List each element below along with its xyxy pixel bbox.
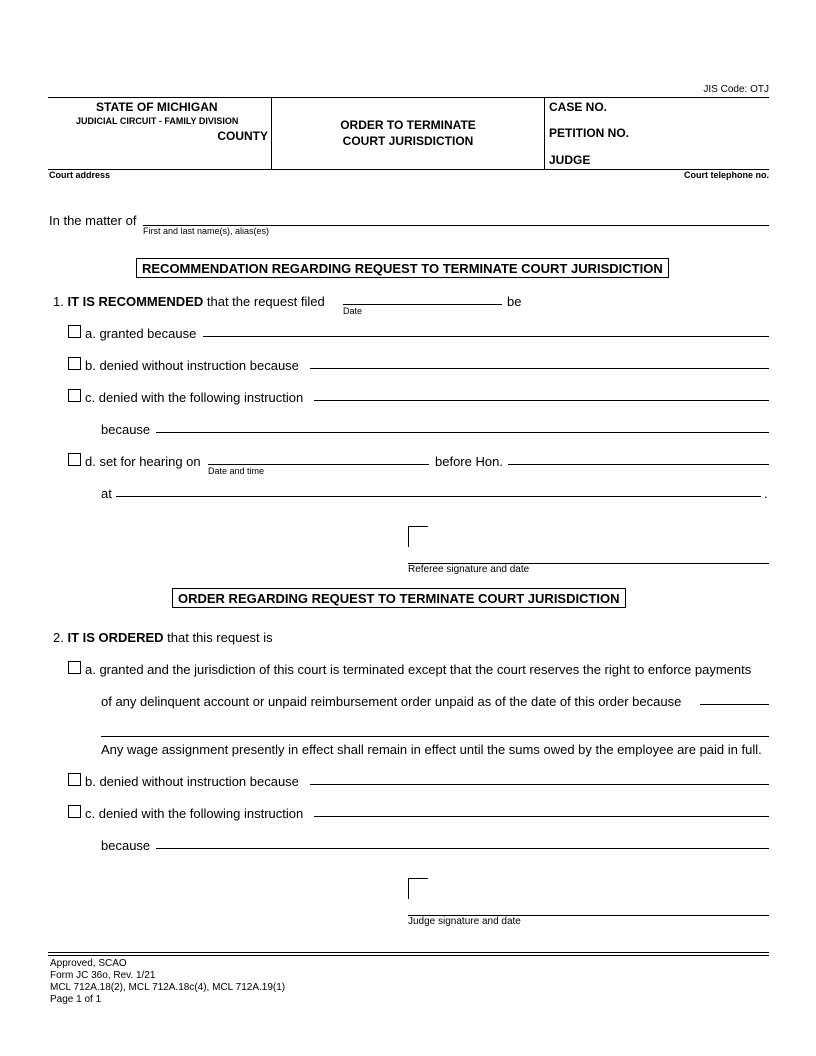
at-label: at: [101, 486, 112, 501]
rec-b-label: b. denied without instruction because: [85, 358, 299, 373]
judge-signature-corner: [408, 878, 428, 899]
footer-mcl-references: MCL 712A.18(2), MCL 712A.18c(4), MCL 712A.19(1): [50, 982, 286, 993]
wage-assignment-text: Any wage assignment presently in effect shall remain in effect until the sums owed by the employee are paid in full.: [101, 742, 762, 757]
county-label: COUNTY: [217, 129, 268, 143]
item-number: 1.: [53, 294, 64, 309]
period-mark: .: [764, 486, 768, 501]
footer-form-number: Form JC 36o, Rev. 1/21: [50, 970, 156, 981]
hearing-date-field[interactable]: [208, 450, 429, 465]
order-a-checkbox[interactable]: [68, 661, 81, 674]
state-name: STATE OF MICHIGAN: [96, 100, 218, 114]
rec-a-checkbox[interactable]: [68, 325, 81, 338]
referee-signature-caption: Referee signature and date: [408, 564, 530, 575]
header-bottom-rule: [48, 169, 769, 170]
order-a-reason-field[interactable]: [700, 690, 769, 705]
order-item-number: 2.: [53, 630, 64, 645]
header-divider-right: [544, 97, 545, 169]
order-line: [53, 630, 273, 645]
be-label: be: [507, 294, 522, 309]
order-b-checkbox[interactable]: [68, 773, 81, 786]
recommended-bold: IT IS RECOMMENDED: [67, 294, 204, 309]
recommendation-line: [53, 294, 325, 309]
footer-approved: Approved, SCAO: [50, 958, 127, 969]
rec-a-label: a. granted because: [85, 326, 197, 341]
rec-b-reason-field[interactable]: [310, 354, 769, 369]
order-c-label: c. denied with the following instruction: [85, 806, 304, 821]
form-title-line2: COURT JURISDICTION: [342, 134, 474, 148]
rec-a-reason-field[interactable]: [203, 322, 769, 337]
ordered-text: that this request is: [167, 630, 273, 645]
case-no-label: CASE NO.: [549, 100, 608, 114]
order-c-because-label: because: [101, 838, 151, 853]
rec-c-because-label: because: [101, 422, 151, 437]
judge-signature-caption: Judge signature and date: [408, 916, 521, 927]
order-c-checkbox[interactable]: [68, 805, 81, 818]
recommended-text: that the request filed: [206, 294, 325, 309]
order-a-reason-field-2[interactable]: [101, 722, 769, 737]
order-a-label-line2: of any delinquent account or unpaid reimbursement order unpaid as of the date of this order because: [101, 694, 682, 709]
court-telephone-label: Court telephone no.: [684, 170, 769, 180]
petition-no-label: PETITION NO.: [549, 126, 630, 140]
footer-page-number: Page 1 of 1: [50, 994, 102, 1005]
order-a-label: a. granted and the jurisdiction of this court is terminated except that the court reserves the right to enforce payments: [85, 662, 752, 677]
judge-name-field[interactable]: [508, 450, 769, 465]
jis-code: JIS Code: OTJ: [703, 84, 769, 95]
hearing-location-field[interactable]: [116, 482, 761, 497]
rec-c-because-field[interactable]: [156, 418, 769, 433]
request-date-field[interactable]: [343, 290, 502, 305]
matter-name-field[interactable]: [143, 211, 769, 226]
rec-c-checkbox[interactable]: [68, 389, 81, 402]
footer-rule-1: [48, 952, 769, 953]
before-hon-label: before Hon.: [435, 454, 503, 469]
judge-label: JUDGE: [549, 153, 591, 167]
form-title-line1: ORDER TO TERMINATE: [340, 118, 476, 132]
order-b-reason-field[interactable]: [310, 770, 769, 785]
date-caption: Date: [343, 306, 363, 316]
referee-signature-corner: [408, 526, 428, 547]
rec-c-instruction-field[interactable]: [314, 386, 769, 401]
circuit-label: JUDICIAL CIRCUIT - FAMILY DIVISION: [76, 116, 239, 126]
rec-d-checkbox[interactable]: [68, 453, 81, 466]
rec-c-label: c. denied with the following instruction: [85, 390, 304, 405]
order-c-instruction-field[interactable]: [314, 802, 769, 817]
ordered-bold: IT IS ORDERED: [67, 630, 164, 645]
order-title: ORDER REGARDING REQUEST TO TERMINATE COURT JURISDICTION: [172, 588, 626, 608]
rec-b-checkbox[interactable]: [68, 357, 81, 370]
header-divider-left: [271, 97, 272, 169]
date-time-caption: Date and time: [208, 466, 265, 476]
matter-caption: First and last name(s), alias(es): [143, 226, 270, 236]
header-top-rule: [48, 97, 769, 98]
order-b-label: b. denied without instruction because: [85, 774, 299, 789]
rec-d-label: d. set for hearing on: [85, 454, 201, 469]
matter-label: In the matter of: [49, 213, 137, 228]
footer-rule-2: [48, 955, 769, 956]
court-address-label: Court address: [49, 170, 111, 180]
recommendation-title: RECOMMENDATION REGARDING REQUEST TO TERMINATE COURT JURISDICTION: [136, 258, 669, 278]
order-c-because-field[interactable]: [156, 834, 769, 849]
